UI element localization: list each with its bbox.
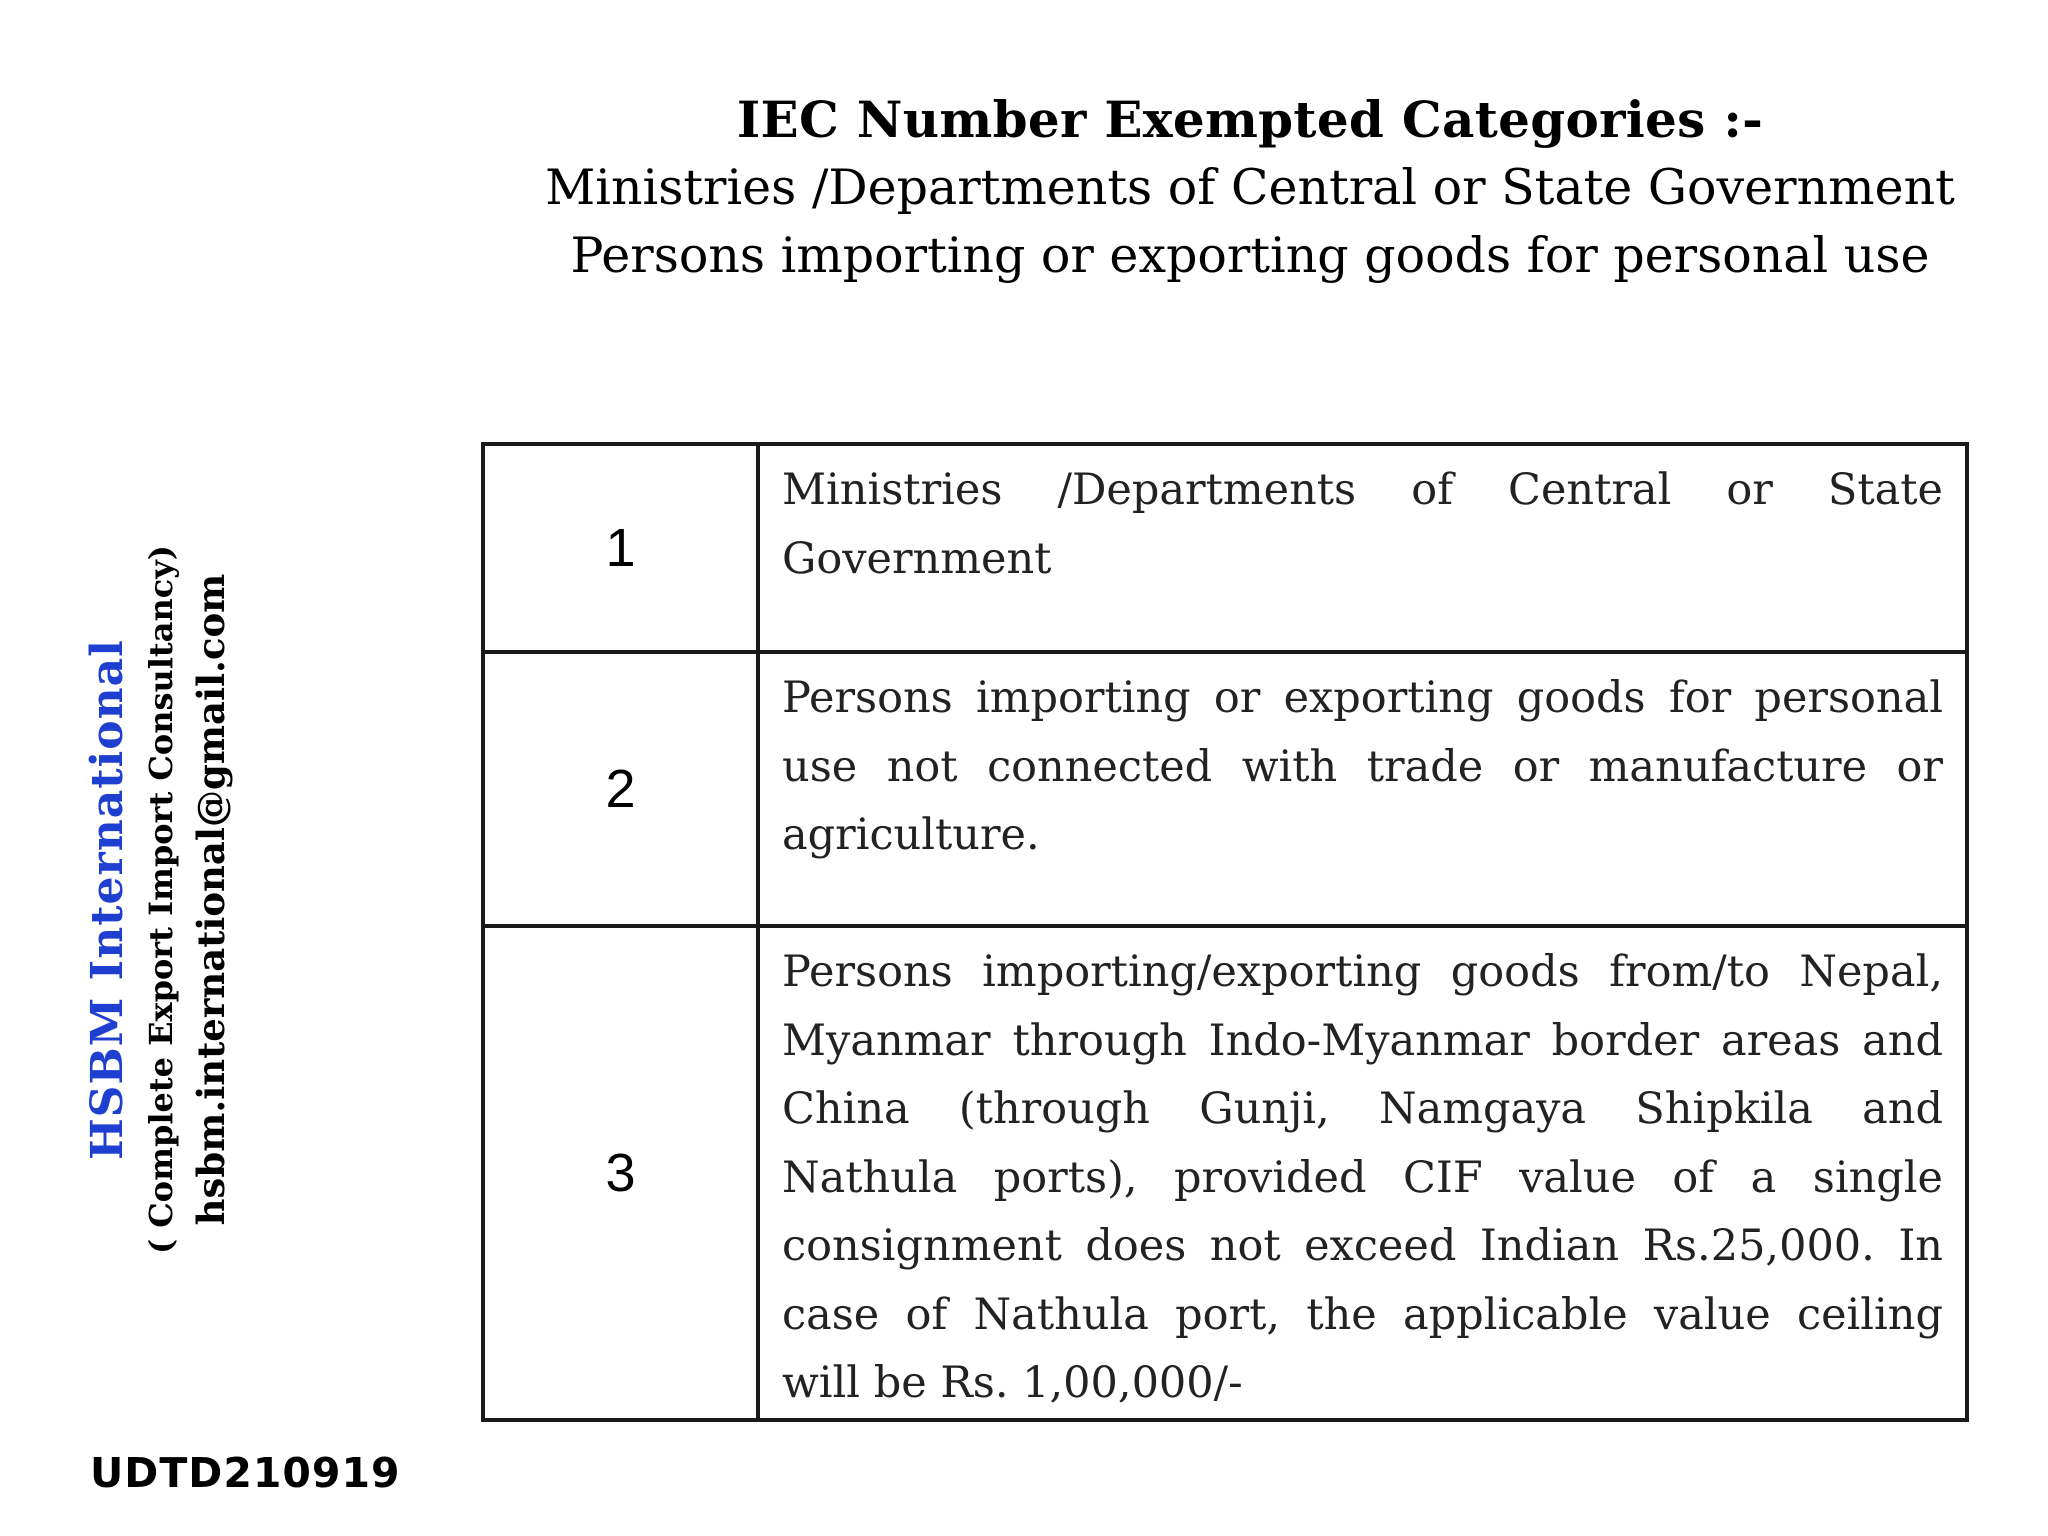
heading-line-1: Ministries /Departments of Central or State Government [545,159,1955,216]
row-number: 1 [483,444,758,652]
heading-line-2: Persons importing or exporting goods for personal use [570,227,1930,284]
brand-name: HSBM International [82,639,133,1160]
exempted-categories-table [481,442,1969,1422]
row-number: 2 [483,652,758,926]
page-title: IEC Number Exempted Categories :- [736,90,1764,149]
side-branding [79,545,237,1254]
page-heading [540,86,1960,290]
table-row [483,652,1967,926]
row-description: Ministries /Departments of Central or State Government [758,444,1967,652]
row-description: Persons importing or exporting goods for personal use not connected with trade or manufacture or agriculture. [758,652,1967,926]
document-code: UDTD210919 [90,1449,401,1497]
exempted-categories-table-wrap [481,442,1965,1408]
row-number: 3 [483,926,758,1420]
brand-tagline: ( Complete Export Import Consultancy) [142,545,180,1254]
row-description: Persons importing/exporting goods from/to Nepal, Myanmar through Indo-Myanmar border areas and China (through Gunji, Namgaya Shipkila and Nathula ports), provided CIF value of a single consignment does not exceed Indian Rs.25,000. In case of Nathula port, the applicable value ceiling will be Rs. 1,00,000/- [758,926,1967,1420]
brand-email: hsbm.international@gmail.com [189,573,233,1226]
table-row [483,444,1967,652]
table-row [483,926,1967,1420]
